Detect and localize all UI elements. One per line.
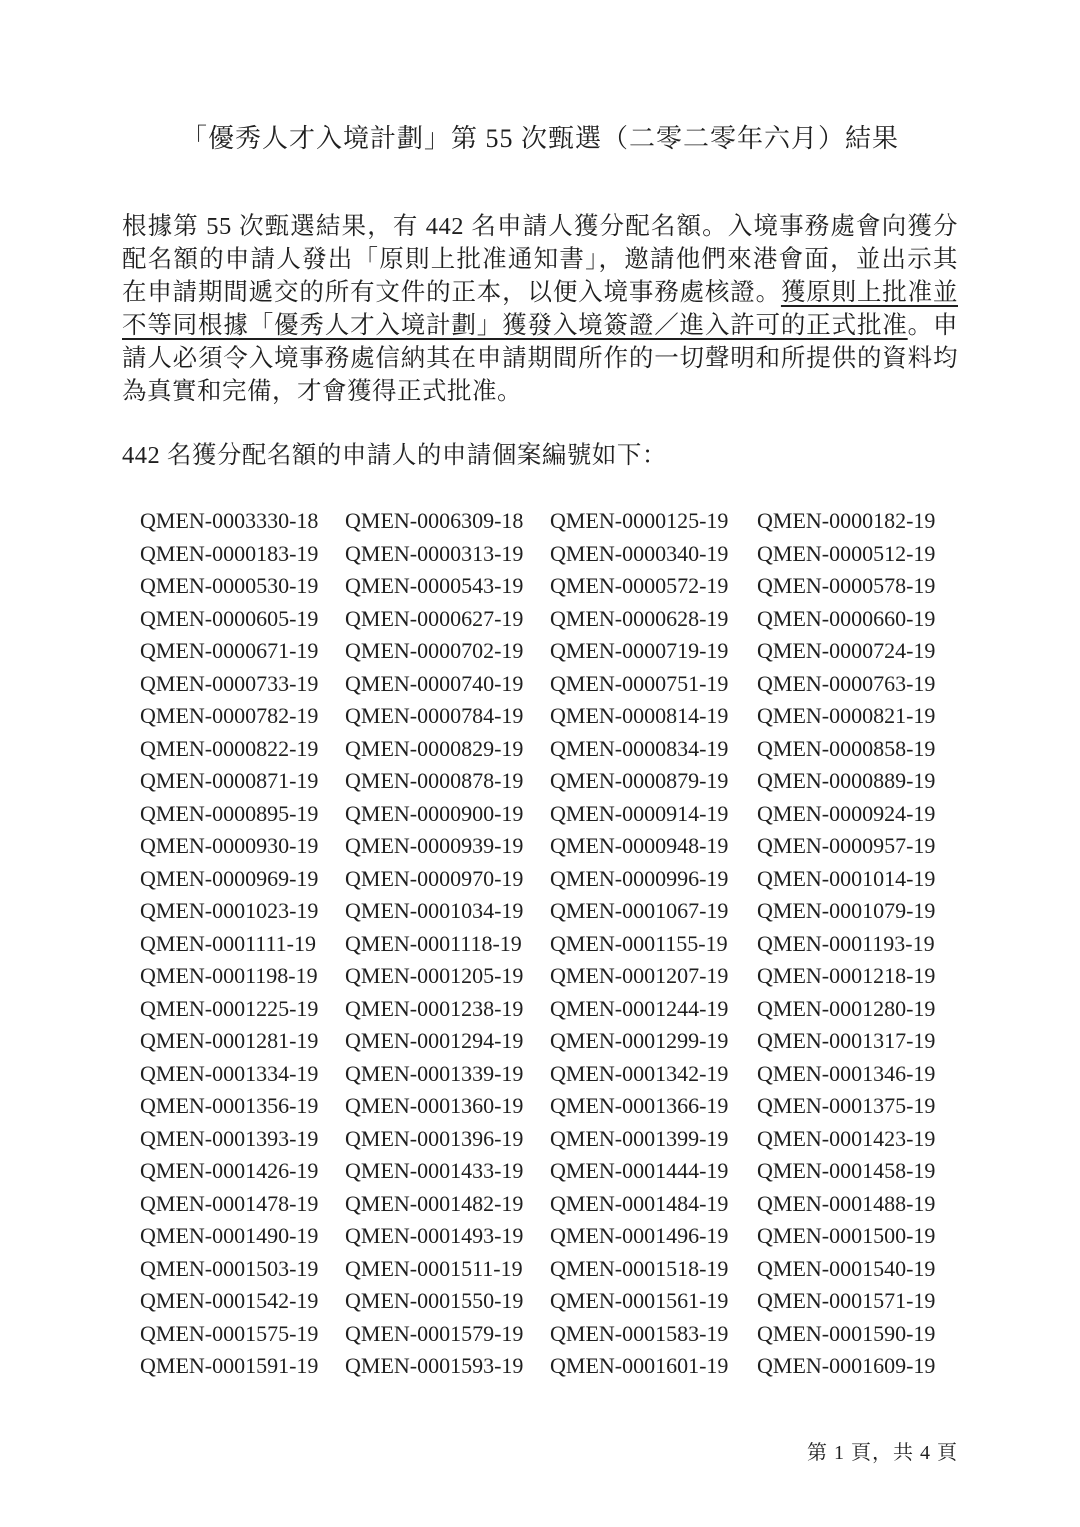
underlined-statement: 獲原則上批准並不等同根據「優秀人才入境計劃」獲發入境簽證／進入許可的正式批准: [122, 279, 958, 339]
case-number: QMEN-0001014-19: [757, 865, 936, 891]
case-number: QMEN-0001591-19: [140, 1353, 319, 1379]
case-number: QMEN-0001426-19: [140, 1158, 319, 1184]
case-number: QMEN-0001225-19: [140, 995, 319, 1021]
case-number: QMEN-0000733-19: [140, 670, 319, 696]
case-number: QMEN-0001550-19: [345, 1288, 524, 1314]
case-number: QMEN-0001375-19: [757, 1093, 936, 1119]
case-number: QMEN-0001023-19: [140, 898, 319, 924]
case-number: QMEN-0001393-19: [140, 1125, 319, 1151]
case-number: QMEN-0001034-19: [345, 898, 524, 924]
case-number: QMEN-0000829-19: [345, 735, 524, 761]
case-number: QMEN-0001500-19: [757, 1223, 936, 1249]
case-number: QMEN-0000914-19: [550, 800, 729, 826]
case-number: QMEN-0000751-19: [550, 670, 729, 696]
case-number: QMEN-0001478-19: [140, 1190, 319, 1216]
case-number: QMEN-0000858-19: [757, 735, 936, 761]
case-number: QMEN-0000724-19: [757, 638, 936, 664]
case-number: QMEN-0001561-19: [550, 1288, 729, 1314]
case-number: QMEN-0001399-19: [550, 1125, 729, 1151]
case-number: QMEN-0001496-19: [550, 1223, 729, 1249]
case-number: QMEN-0000957-19: [757, 833, 936, 859]
case-number: QMEN-0000702-19: [345, 638, 524, 664]
case-number: QMEN-0000948-19: [550, 833, 729, 859]
case-number: QMEN-0001458-19: [757, 1158, 936, 1184]
paragraph-text-before: 根據第 55 次甄選結果，有 442 名申請人獲分配名額。入境事務處會向獲分配名額的申請人發出「原則上批准通知書」，邀請他們來港會面，並出示其在申請期間遞交的所有文件的正本，以便入境事務處核證。: [122, 213, 958, 306]
case-number: QMEN-0000628-19: [550, 605, 729, 631]
case-number: QMEN-0001198-19: [140, 963, 318, 989]
case-number: QMEN-0001294-19: [345, 1028, 524, 1054]
case-number: QMEN-0001238-19: [345, 995, 524, 1021]
case-number: QMEN-0001575-19: [140, 1320, 319, 1346]
case-number: QMEN-0000930-19: [140, 833, 319, 859]
case-number: QMEN-0001571-19: [757, 1288, 936, 1314]
case-number: QMEN-0001583-19: [550, 1320, 729, 1346]
case-number: QMEN-0001299-19: [550, 1028, 729, 1054]
case-number: QMEN-0000182-19: [757, 508, 936, 534]
case-number: QMEN-0000834-19: [550, 735, 729, 761]
case-number: QMEN-0001579-19: [345, 1320, 524, 1346]
case-number: QMEN-0000313-19: [345, 540, 524, 566]
case-number: QMEN-0001342-19: [550, 1060, 729, 1086]
case-number: QMEN-0006309-18: [345, 508, 524, 534]
case-number: QMEN-0001356-19: [140, 1093, 319, 1119]
case-number: QMEN-0001484-19: [550, 1190, 729, 1216]
case-number: QMEN-0001118-19: [345, 930, 522, 956]
case-number: QMEN-0001396-19: [345, 1125, 524, 1151]
case-number: QMEN-0001205-19: [345, 963, 524, 989]
case-number: QMEN-0001218-19: [757, 963, 936, 989]
case-number: QMEN-0000871-19: [140, 768, 319, 794]
case-number: QMEN-0001067-19: [550, 898, 729, 924]
case-number: QMEN-0001593-19: [345, 1353, 524, 1379]
case-number: QMEN-0000572-19: [550, 573, 729, 599]
page-number-text: 第 1 頁，共 4 頁: [807, 1442, 958, 1464]
case-number: QMEN-0000763-19: [757, 670, 936, 696]
case-number: QMEN-0001503-19: [140, 1255, 319, 1281]
case-number: QMEN-0001601-19: [550, 1353, 729, 1379]
case-number: QMEN-0000996-19: [550, 865, 729, 891]
case-number: QMEN-0000340-19: [550, 540, 729, 566]
case-number: QMEN-0001280-19: [757, 995, 936, 1021]
case-number: QMEN-0000970-19: [345, 865, 524, 891]
case-number: QMEN-0000660-19: [757, 605, 936, 631]
case-number: QMEN-0001423-19: [757, 1125, 936, 1151]
case-number: QMEN-0000530-19: [140, 573, 319, 599]
case-number: QMEN-0000671-19: [140, 638, 319, 664]
case-number: QMEN-0001540-19: [757, 1255, 936, 1281]
case-number: QMEN-0001346-19: [757, 1060, 936, 1086]
case-number: QMEN-0000578-19: [757, 573, 936, 599]
paragraph-text-after: 。申請人必須令入境事務處信納其在申請期間所作的一切聲明和所提供的資料均為真實和完備，才會獲得正式批准。: [122, 312, 958, 405]
case-number: QMEN-0001609-19: [757, 1353, 936, 1379]
case-number: QMEN-0000719-19: [550, 638, 729, 664]
case-number: QMEN-0000822-19: [140, 735, 319, 761]
case-number: QMEN-0001360-19: [345, 1093, 524, 1119]
case-number: QMEN-0000605-19: [140, 605, 319, 631]
case-number: QMEN-0000784-19: [345, 703, 524, 729]
case-number: QMEN-0001079-19: [757, 898, 936, 924]
case-number: QMEN-0001488-19: [757, 1190, 936, 1216]
case-number: QMEN-0000512-19: [757, 540, 936, 566]
case-number: QMEN-0001281-19: [140, 1028, 319, 1054]
case-number: QMEN-0000969-19: [140, 865, 319, 891]
case-number: QMEN-0001111-19: [140, 930, 316, 956]
case-number: QMEN-0000183-19: [140, 540, 319, 566]
case-number: QMEN-0000125-19: [550, 508, 729, 534]
case-number: QMEN-0001244-19: [550, 995, 729, 1021]
case-number: QMEN-0000895-19: [140, 800, 319, 826]
case-number: QMEN-0001444-19: [550, 1158, 729, 1184]
case-number: QMEN-0001317-19: [757, 1028, 936, 1054]
case-number: QMEN-0001207-19: [550, 963, 729, 989]
case-number: QMEN-0000821-19: [757, 703, 936, 729]
case-number: QMEN-0000939-19: [345, 833, 524, 859]
case-number: QMEN-0001482-19: [345, 1190, 524, 1216]
case-number: QMEN-0000782-19: [140, 703, 319, 729]
case-number: QMEN-0000543-19: [345, 573, 524, 599]
case-number: QMEN-0000740-19: [345, 670, 524, 696]
case-number: QMEN-0000814-19: [550, 703, 729, 729]
case-number: QMEN-0001334-19: [140, 1060, 319, 1086]
case-number: QMEN-0001493-19: [345, 1223, 524, 1249]
case-number: QMEN-0001511-19: [345, 1255, 523, 1281]
case-number: QMEN-0000879-19: [550, 768, 729, 794]
case-number: QMEN-0003330-18: [140, 508, 319, 534]
case-number: QMEN-0001542-19: [140, 1288, 319, 1314]
case-number: QMEN-0001366-19: [550, 1093, 729, 1119]
document-title: 「優秀人才入境計劃」第 55 次甄選（二零二零年六月）結果: [180, 124, 899, 153]
page-footer: [807, 1436, 958, 1465]
case-number: QMEN-0000924-19: [757, 800, 936, 826]
case-number: QMEN-0001155-19: [550, 930, 728, 956]
case-number: QMEN-0001518-19: [550, 1255, 729, 1281]
case-number: QMEN-0001339-19: [345, 1060, 524, 1086]
case-list-intro: 442 名獲分配名額的申請人的申請個案編號如下：: [122, 442, 667, 469]
case-number: QMEN-0001433-19: [345, 1158, 524, 1184]
intro-paragraph: [122, 210, 958, 408]
case-number: QMEN-0000878-19: [345, 768, 524, 794]
case-number: QMEN-0000889-19: [757, 768, 936, 794]
case-number: QMEN-0001193-19: [757, 930, 935, 956]
case-number: QMEN-0001490-19: [140, 1223, 319, 1249]
case-number: QMEN-0000627-19: [345, 605, 524, 631]
case-number: QMEN-0001590-19: [757, 1320, 936, 1346]
case-number: QMEN-0000900-19: [345, 800, 524, 826]
case-number-table: [140, 505, 958, 1383]
